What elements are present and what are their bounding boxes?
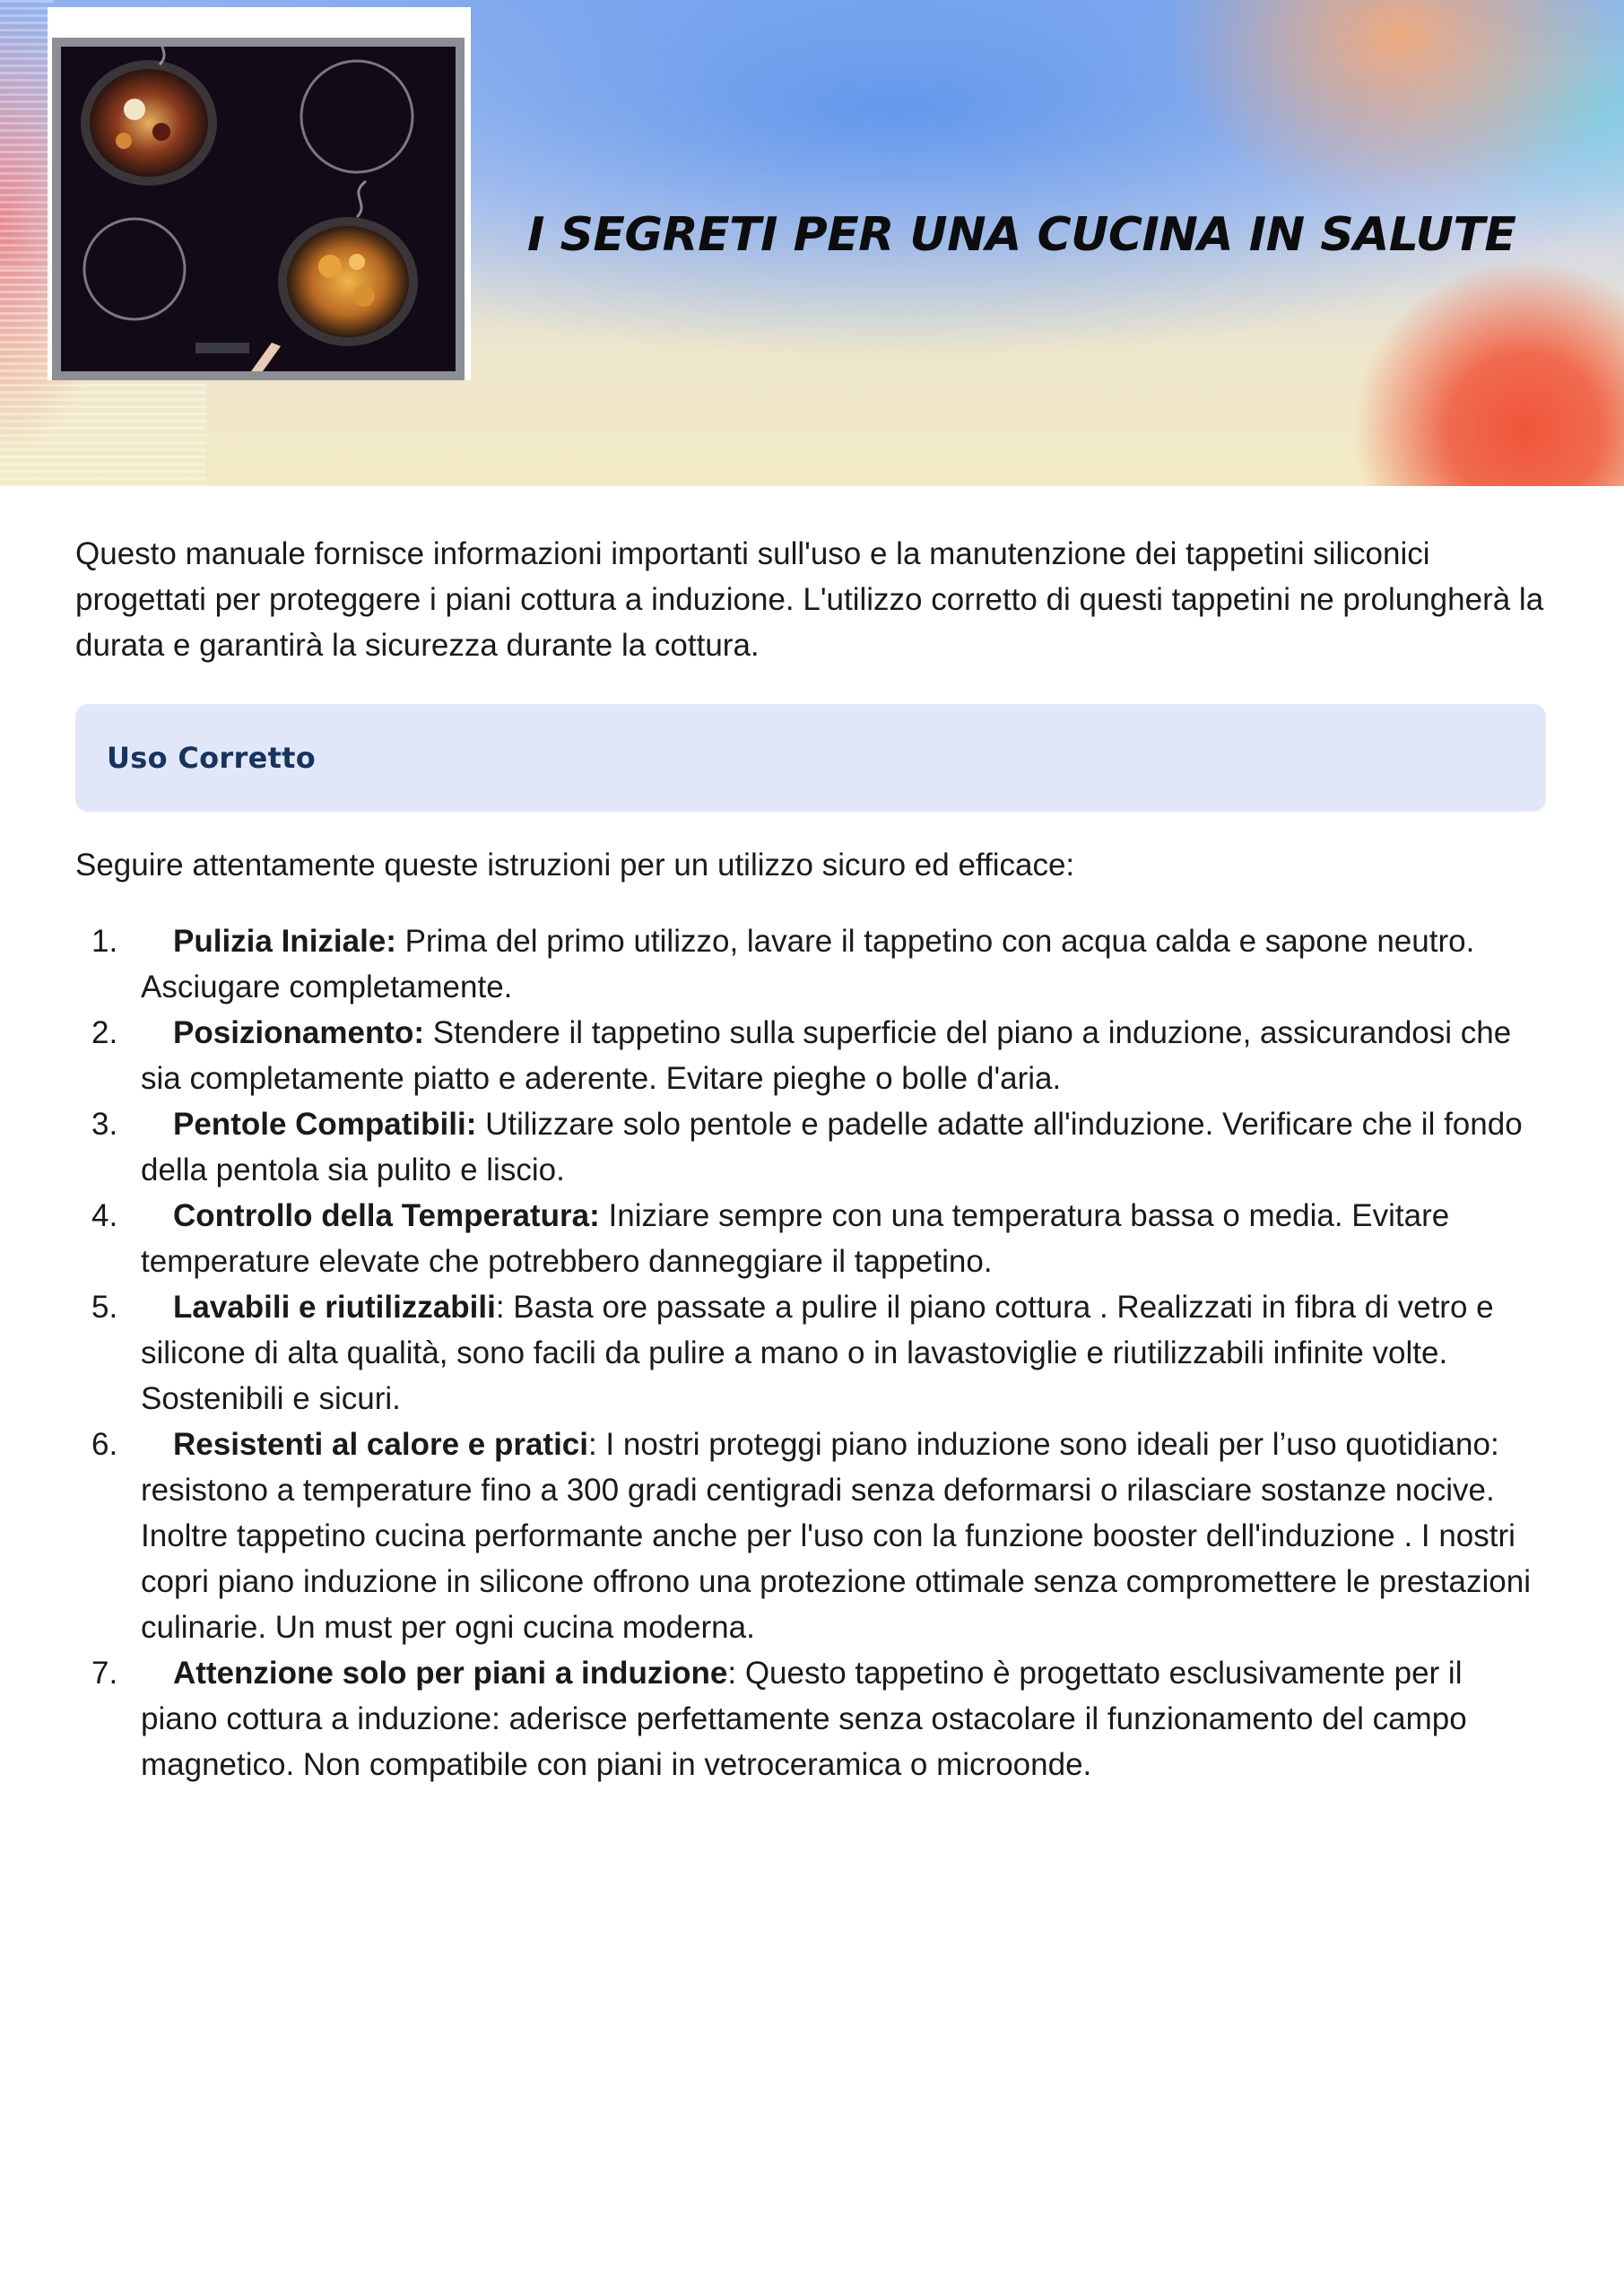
step-label: Controllo della Temperatura: (173, 1198, 600, 1233)
instructions-list (75, 918, 1546, 1787)
step-number: 1. (91, 924, 118, 959)
cooktop-illustration (61, 47, 456, 371)
step-number: 6. (91, 1427, 118, 1462)
step-text: : Questo tappetino è progettato esclusivamente per il piano cottura a induzione: aderisce perfettamente senza ostacolare il funzionamento del campo magnetico. Non compatibile con piani in vetroceramica o microonde. (141, 1656, 1467, 1782)
step-text: Utilizzare solo pentole e padelle adatte all'induzione. Verificare che il fondo della pentola sia pulito e liscio. (141, 1107, 1523, 1187)
step-text: Iniziare sempre con una temperatura bassa o media. Evitare temperature elevate che potrebbero danneggiare il tappetino. (141, 1198, 1450, 1279)
intro-paragraph: Questo manuale fornisce informazioni importanti sull'uso e la manutenzione dei tappetini siliconici progettati per proteggere i piani cottura a induzione. L'utilizzo corretto di questi tappetini ne prolungherà la durata e garantirà la sicurezza durante la cottura. (75, 536, 1544, 663)
step-text: : I nostri proteggi piano induzione sono ideali per l’uso quotidiano: resistono a temperature fino a 300 gradi centigradi senza deformarsi o rilasciare sostanze nocive. Inoltre tappetino cucina performante anche per l'uso con la funzione booster dell'induzione . I nostri copri piano induzione in silicone offrono una protezione ottimale senza compromettere le prestazioni culinarie. Un must per ogni cucina moderna. (141, 1427, 1531, 1645)
step-number: 2. (91, 1015, 118, 1050)
step-label: Pulizia Iniziale: (173, 924, 396, 959)
step-text: Prima del primo utilizzo, lavare il tappetino con acqua calda e sapone neutro. Asciugare completamente. (141, 924, 1475, 1004)
step-text: : Basta ore passate a pulire il piano cottura . Realizzati in fibra di vetro e silicone di alta qualità, sono facili da pulire a mano o in lavastoviglie e riutilizzabili infinite volte. Sostenibili e sicuri. (141, 1290, 1494, 1416)
step-number: 4. (91, 1198, 118, 1233)
step-number: 3. (91, 1107, 118, 1142)
list-item (75, 1284, 1546, 1422)
section-header (75, 704, 1546, 812)
step-number: 5. (91, 1290, 118, 1325)
section-title: Uso Corretto (107, 740, 317, 775)
list-item (75, 1101, 1546, 1193)
page-title: I SEGRETI PER UNA CUCINA IN SALUTE (527, 208, 1516, 262)
list-item (75, 1650, 1546, 1787)
step-label: Pentole Compatibili: (173, 1107, 477, 1142)
cooktop-image (52, 38, 465, 380)
list-item (75, 1010, 1546, 1101)
list-item (75, 918, 1546, 1010)
step-text: Stendere il tappetino sulla superficie del piano a induzione, assicurandosi che sia completamente piatto e aderente. Evitare pieghe o bolle d'aria. (141, 1015, 1512, 1096)
main-content (75, 531, 1546, 1787)
header-banner (0, 0, 1624, 486)
step-number: 7. (91, 1656, 118, 1691)
lead-paragraph: Seguire attentamente queste istruzioni per un utilizzo sicuro ed efficace: (75, 848, 1075, 883)
list-item (75, 1422, 1546, 1650)
cooktop-photo (48, 7, 471, 380)
step-label: Resistenti al calore e pratici (173, 1427, 588, 1462)
step-label: Posizionamento: (173, 1015, 425, 1050)
step-label: Attenzione solo per piani a induzione (173, 1656, 728, 1691)
step-label: Lavabili e riutilizzabili (173, 1290, 496, 1325)
list-item (75, 1193, 1546, 1284)
banner-stripes-top (0, 0, 54, 269)
